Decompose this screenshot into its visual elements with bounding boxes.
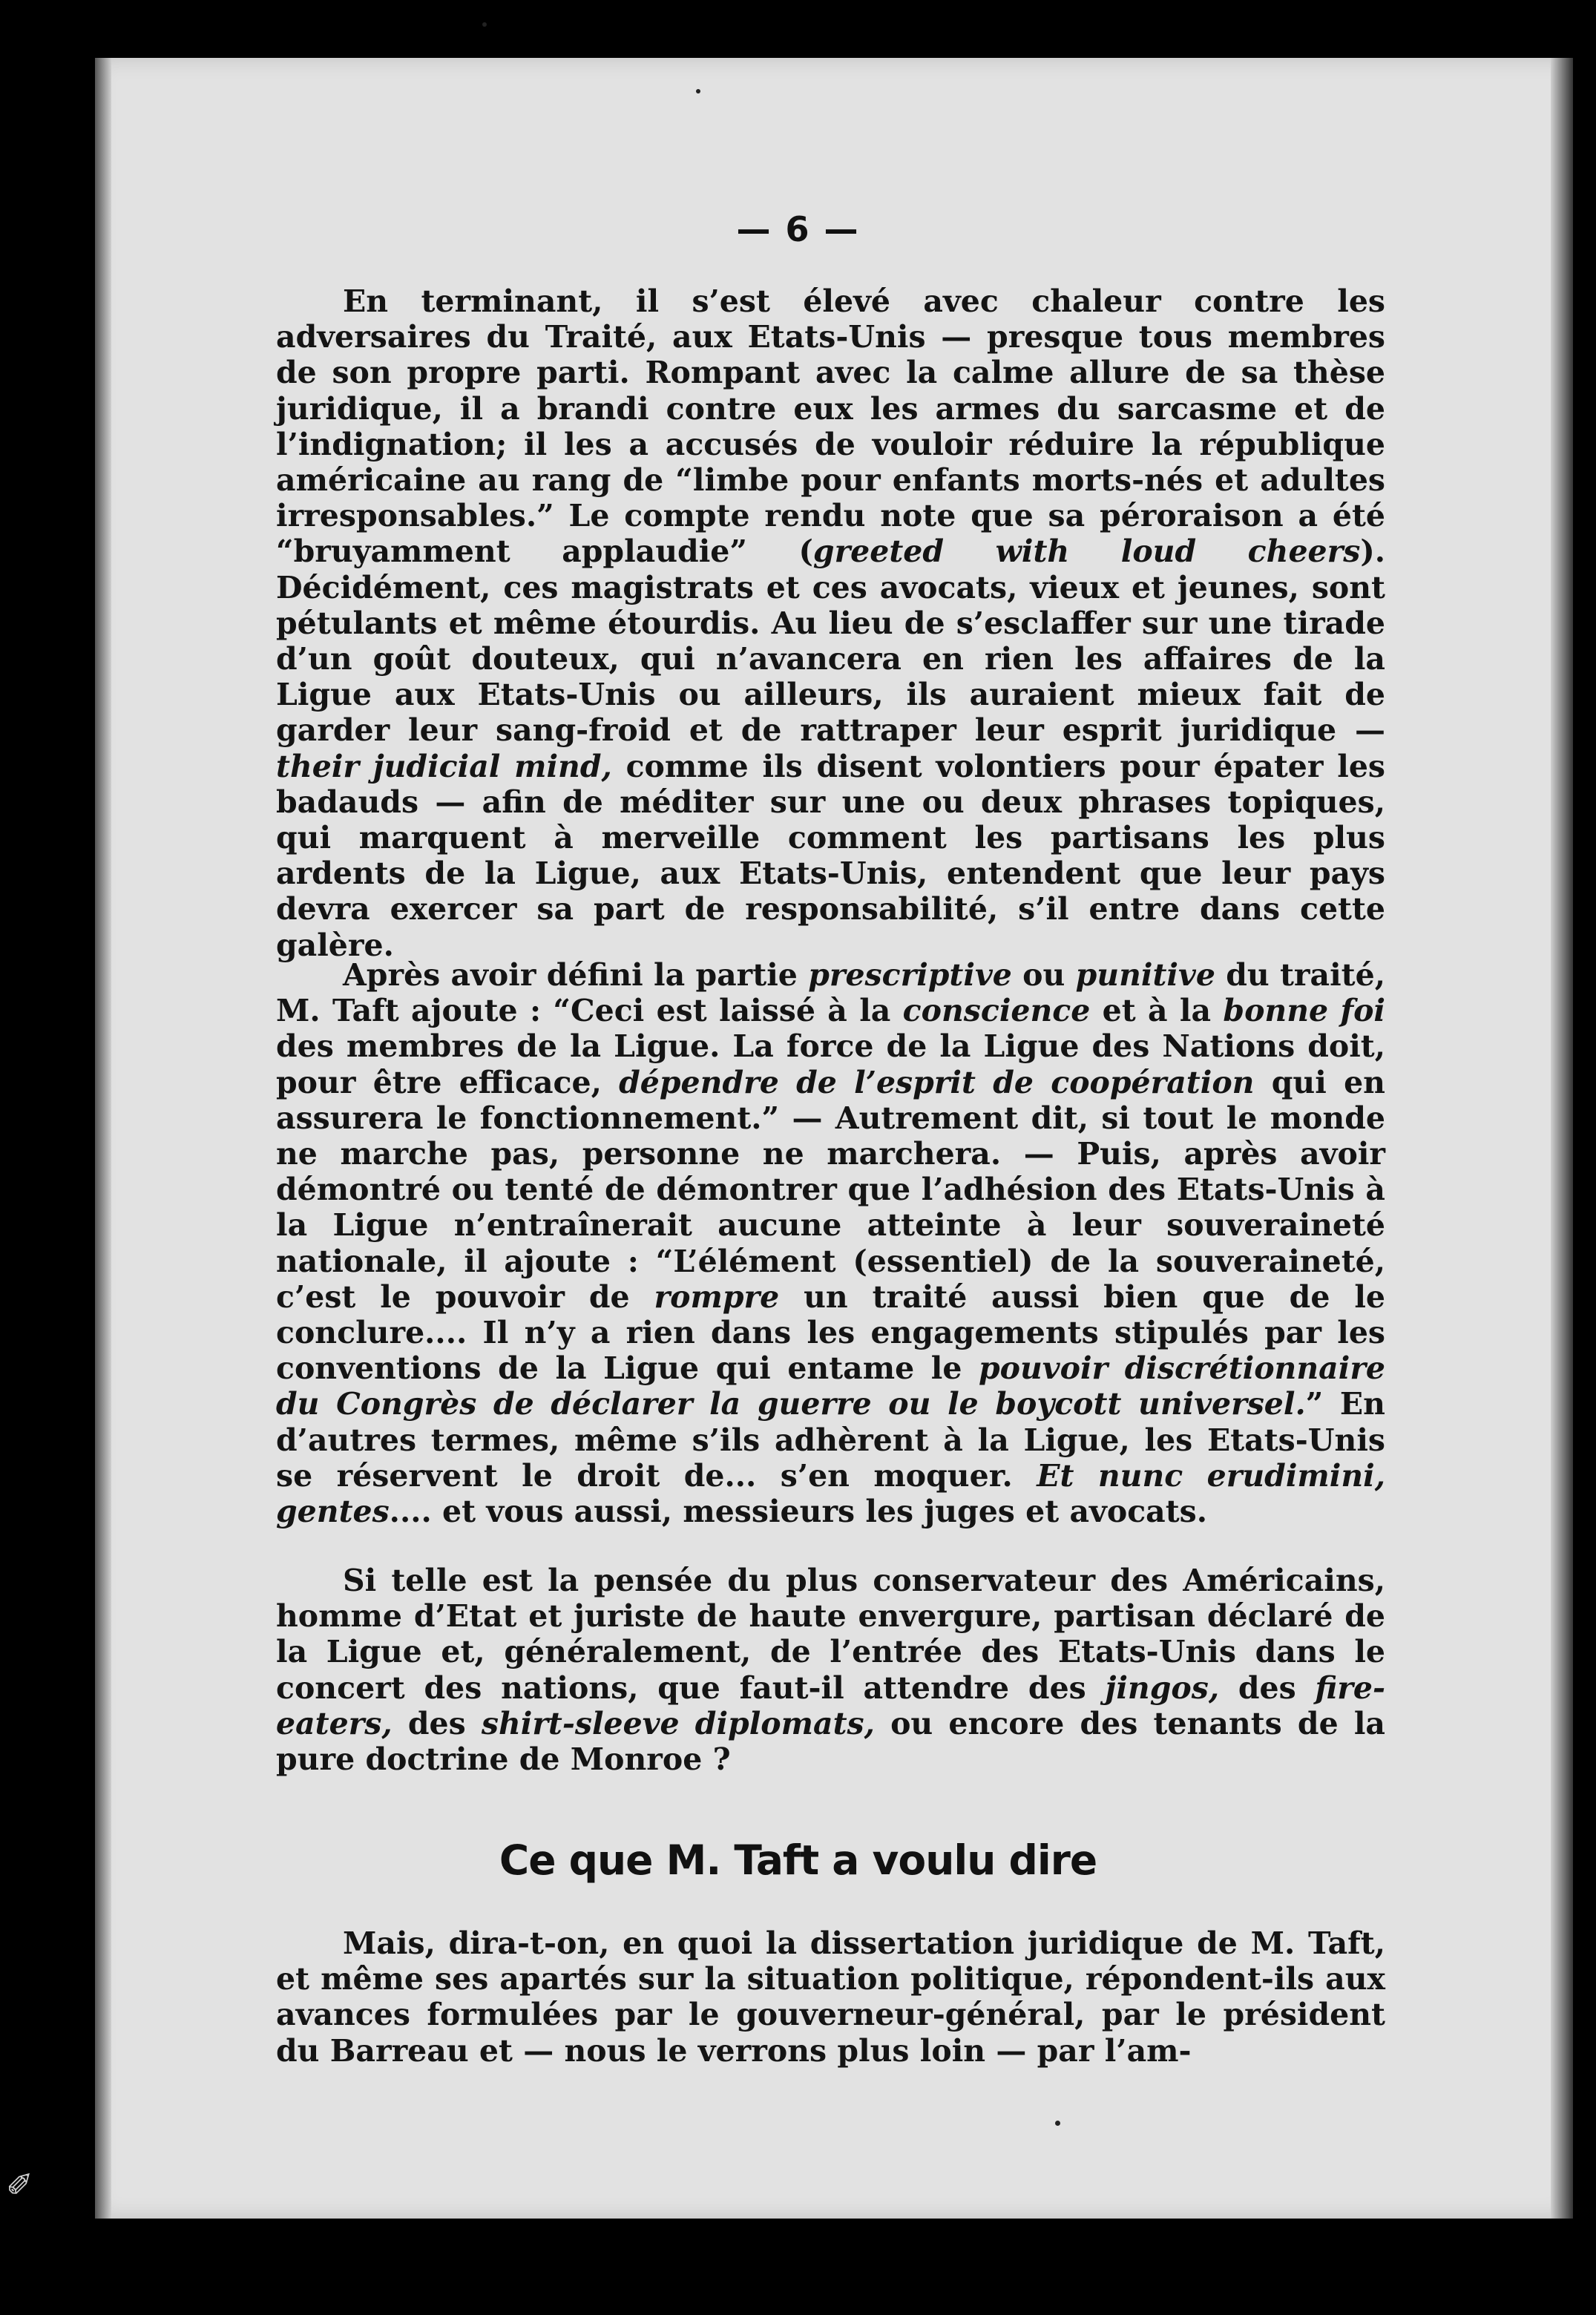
text-run: Si telle est la pensée du plus conservateur des Américains, homme d’Etat et juriste de haute envergure, partisan déclaré de la Ligue et, généralement, de l’entrée des Etats-Unis dans le concert des nations, que faut-il attendre des xyxy=(276,1563,1385,1706)
italic-text-run: jingos, xyxy=(1105,1669,1220,1706)
italic-text-run: rompre xyxy=(654,1278,780,1315)
speck-mark xyxy=(482,22,487,27)
text-run: En terminant, il s’est élevé avec chaleur contre les adversaires du Traité, aux Etats-Unis — presque tous membres de son propre parti. Rompant avec la calme allure de sa thèse juridique, il a brandi contre eux les armes du sarcasme et de l’indignation; il les a accusés de vouloir réduire la république américaine au rang de “limbe pour enfants morts-nés et adultes irresponsables.” Le compte rendu note que sa péroraison a été “bruyamment applaudie” ( xyxy=(276,283,1385,570)
paragraph-text: Mais, dira-t-on, en quoi la dissertation juridique de M. Taft, et même ses apartés sur la situation politique, répondent-ils aux avances formulées par le gouverneur-général, par le président du Barreau et — nous le verrons plus loin — par l’am- xyxy=(276,1925,1385,2069)
text-run: ). Décidément, ces magistrats et ces avocats, vieux et jeunes, sont pétulants et même étourdis. Au lieu de s’esclaffer sur une tirade d’un goût douteux, qui n’avancera en rien les affaires de la Ligue aux Etats-Unis ou ailleurs, ils auraient mieux fait de garder leur sang-froid et de rattraper leur esprit juridique — xyxy=(276,533,1385,749)
paragraph-text xyxy=(276,1563,1385,1777)
text-run: du traité, M. Taft ajoute : “Ceci est laissé à la xyxy=(276,957,1385,1029)
paragraph-1 xyxy=(276,283,1385,963)
text-run: .... et vous aussi, messieurs les juges et avocats. xyxy=(389,1494,1208,1530)
italic-text-run: pouvoir discrétionnaire du Congrès de déclarer la guerre ou le boycott universel. xyxy=(276,1350,1385,1422)
italic-text-run: dépendre de l’esprit de coopération xyxy=(619,1064,1255,1100)
paragraph-text xyxy=(276,957,1385,1529)
paragraph-4 xyxy=(276,1925,1385,2069)
paragraph-2 xyxy=(276,957,1385,1529)
text-run: ou xyxy=(1011,957,1076,993)
page-edge-left xyxy=(95,58,111,2219)
scan-artifact-icon: ✐ xyxy=(6,2167,33,2204)
speck-mark xyxy=(1055,2121,1060,2126)
text-run: des membres de la Ligue. La force de la Ligue des Nations doit, pour être efficace, xyxy=(276,1028,1385,1100)
section-heading: Ce que M. Taft a voulu dire xyxy=(499,1836,1097,1884)
italic-text-run: fire-eaters, xyxy=(276,1669,1385,1741)
text-run: qui en assurera le fonctionnement.” — Autrement dit, si tout le monde ne marche pas, personne ne marchera. — Puis, après avoir démontré ou tenté de démontrer que l’adhésion des Etats-Unis à la Ligue n’entraînerait aucune atteinte à leur souveraineté nationale, il ajoute : “L’élément (essentiel) de la souveraineté, c’est le pouvoir de xyxy=(276,1064,1385,1315)
page-number: — 6 — xyxy=(736,209,860,249)
text-run: des xyxy=(1219,1669,1316,1706)
italic-text-run: Et nunc erudimini, gentes xyxy=(276,1457,1386,1530)
italic-text-run: greeted with loud cheers xyxy=(812,533,1361,570)
paragraph-text xyxy=(276,283,1385,963)
paragraph-3 xyxy=(276,1563,1385,1777)
italic-text-run: punitive xyxy=(1075,957,1215,993)
text-run: ” En d’autres termes, même s’ils adhèrent à la Ligue, les Etats-Unis se réservent le droit de... s’en moquer. xyxy=(276,1386,1385,1494)
italic-text-run: their judicial mind, xyxy=(276,748,612,784)
text-run: ou encore des tenants de la pure doctrine de Monroe ? xyxy=(276,1705,1385,1778)
text-run: Après avoir défini la partie xyxy=(343,957,809,993)
speck-mark xyxy=(696,89,700,93)
italic-text-run: conscience xyxy=(902,993,1091,1029)
text-run: un traité aussi bien que de le conclure.... Il n’y a rien dans les engagements stipulés par les conventions de la Ligue qui entame le xyxy=(276,1278,1385,1387)
italic-text-run: shirt-sleeve diplomats, xyxy=(481,1705,875,1741)
page-edge-right xyxy=(1551,58,1573,2219)
text-run: comme ils disent volontiers pour épater les badauds — afin de méditer sur une ou deux phrases topiques, qui marquent à merveille comment les partisans les plus ardents de la Ligue, aux Etats-Unis, entendent que leur pays devra exercer sa part de responsabilité, s’il entre dans cette galère. xyxy=(276,748,1385,963)
text-run: des xyxy=(392,1705,482,1741)
text-run: et à la xyxy=(1090,993,1224,1029)
italic-text-run: bonne foi xyxy=(1223,993,1386,1029)
italic-text-run: prescriptive xyxy=(808,957,1012,993)
